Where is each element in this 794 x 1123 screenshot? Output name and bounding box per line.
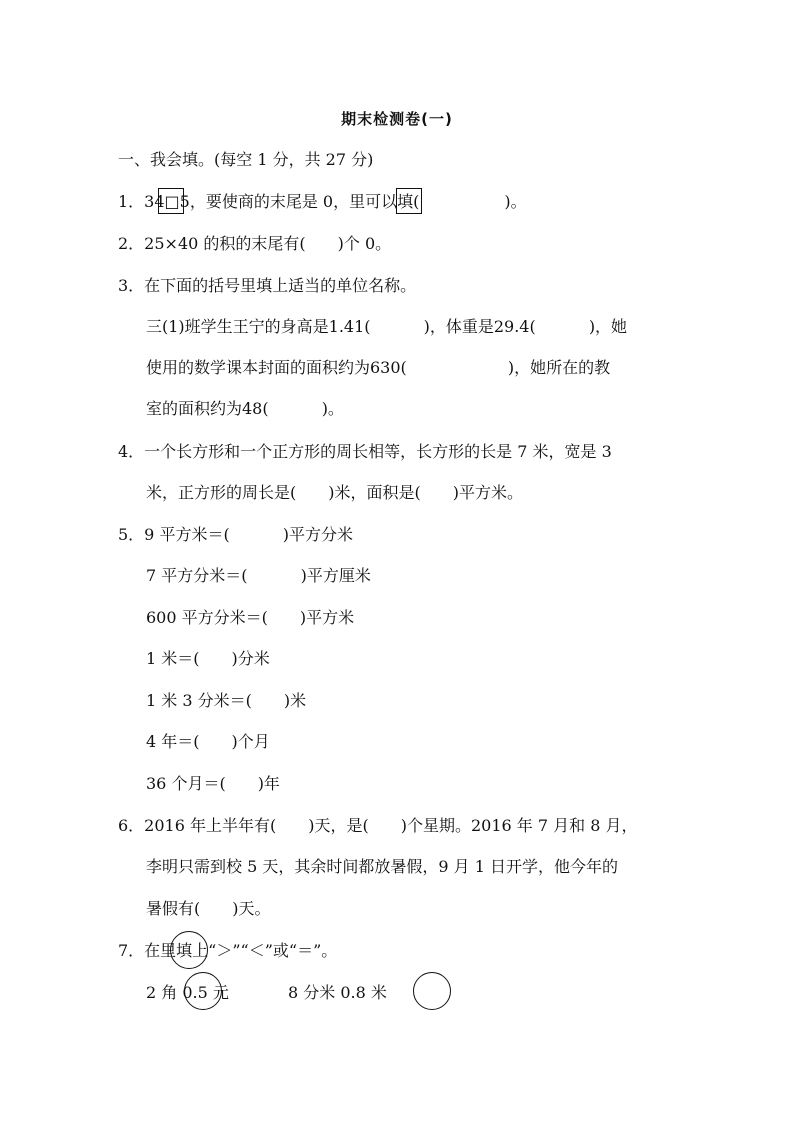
question-5-item: 5．9 平方米＝( )平方分米 <box>118 525 354 544</box>
question-4-line: 4．一个长方形和一个正方形的周长相等，长方形的长是 7 米，宽是 3 <box>118 442 612 461</box>
question-5-item: 36 个月＝( )年 <box>146 774 280 793</box>
question-3-line: 三(1)班学生王宁的身高是1.41( )，体重是29.4( )，她 <box>146 317 628 336</box>
question-7-item: 2 角 0.5 元 <box>146 983 229 1002</box>
question-5-item: 1 米＝( )分米 <box>146 649 270 668</box>
question-6-line: 6．2016 年上半年有( )天，是( )个星期。2016 年 7 月和 8 月， <box>118 816 638 835</box>
question-6-line: 李明只需到校 5 天，其余时间都放暑假，9 月 1 日开学，他今年的 <box>146 857 618 876</box>
section-heading: 一、我会填。(每空 1 分，共 27 分) <box>118 150 374 169</box>
question-3-line: 使用的数学课本封面的面积约为630( )，她所在的教 <box>146 358 611 377</box>
blank-circle <box>413 972 451 1010</box>
blank-circle <box>170 931 208 969</box>
question-2: 2．25×40 的积的末尾有( )个 0。 <box>118 234 392 253</box>
question-1: 1．34□5，要使商的末尾是 0，里可以填( )。 <box>118 192 527 211</box>
question-5-item: 600 平方分米＝( )平方米 <box>146 608 355 627</box>
page-title: 期末检测卷(一) <box>341 110 453 128</box>
blank-box <box>396 188 422 214</box>
question-3-stem: 3．在下面的括号里填上适当的单位名称。 <box>118 276 417 295</box>
question-5-item: 4 年＝( )个月 <box>146 732 270 751</box>
question-3-line: 室的面积约为48( )。 <box>146 399 344 418</box>
question-4-line: 米，正方形的周长是( )米，面积是( )平方米。 <box>146 483 523 502</box>
blank-box <box>158 188 184 214</box>
question-5-item: 1 米 3 分米＝( )米 <box>146 691 307 710</box>
blank-circle <box>184 972 222 1010</box>
question-5-item: 7 平方分米＝( )平方厘米 <box>146 566 371 585</box>
question-7-stem: 7．在里填上“＞”“＜”或“＝”。 <box>118 941 338 960</box>
question-6-line: 暑假有( )天。 <box>146 899 271 918</box>
question-7-item: 8 分米 0.8 米 <box>288 983 387 1002</box>
